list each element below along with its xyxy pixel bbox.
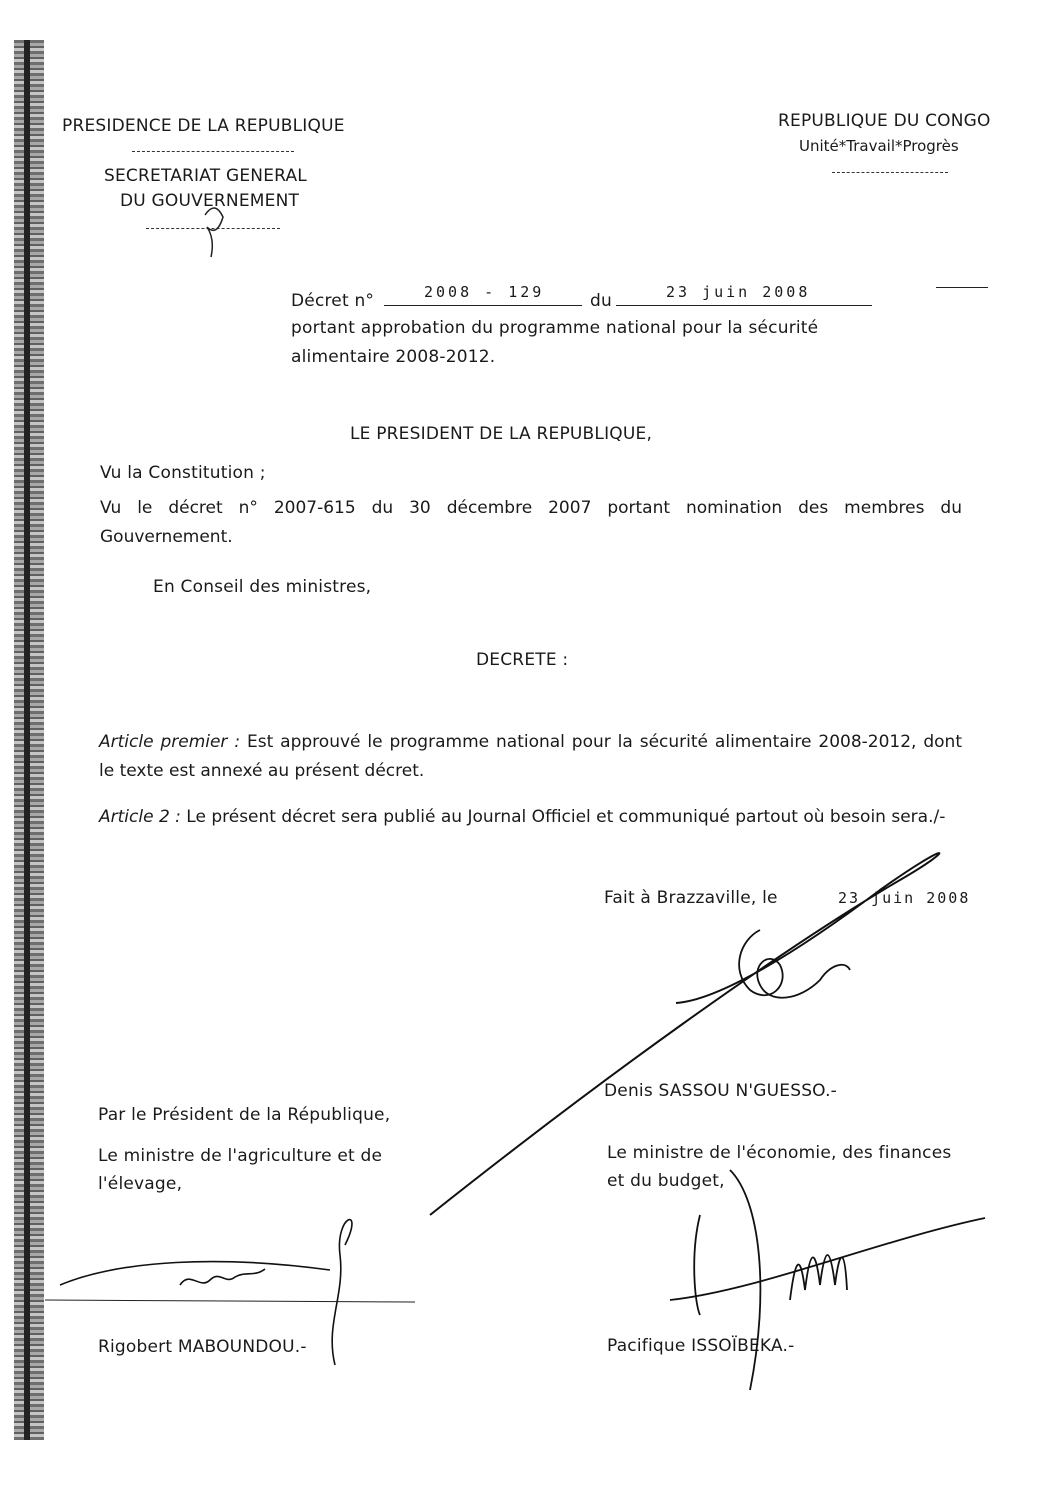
minister-right-title-2: et du budget, bbox=[607, 1171, 725, 1191]
header-motto: Unité*Travail*Progrès bbox=[799, 137, 959, 155]
decree-label: Décret n° bbox=[291, 291, 375, 311]
signing-date: 23 juin 2008 bbox=[838, 889, 971, 907]
decree-subject-2: alimentaire 2008-2012. bbox=[291, 347, 496, 367]
president-name: Denis SASSOU N'GUESSO.- bbox=[604, 1081, 838, 1101]
minister-right-name: Pacifique ISSOÏBEKA.- bbox=[607, 1336, 795, 1356]
minister-left-title-2: l'élevage, bbox=[98, 1174, 183, 1194]
decrete: DECRETE : bbox=[476, 650, 569, 670]
par-le-president: Par le Président de la République, bbox=[98, 1105, 391, 1125]
president-signature-sweep bbox=[430, 853, 939, 1215]
vu-constitution: Vu la Constitution ; bbox=[100, 463, 266, 483]
minister-right-title-1: Le ministre de l'économie, des finances bbox=[607, 1143, 952, 1163]
article-2-text: Le présent décret sera publié au Journal Officiel et communiqué partout où besoin sera./- bbox=[180, 807, 946, 827]
minister-left-name: Rigobert MABOUNDOU.- bbox=[98, 1337, 307, 1357]
article-2-label: Article 2 : bbox=[99, 807, 181, 827]
president-heading: LE PRESIDENT DE LA REPUBLIQUE, bbox=[350, 424, 653, 444]
right-minister-signature bbox=[670, 1170, 985, 1390]
header-republique: REPUBLIQUE DU CONGO bbox=[778, 111, 991, 131]
decree-number: 2008 - 129 bbox=[424, 283, 545, 301]
header-gouvernement: DU GOUVERNEMENT bbox=[120, 191, 300, 211]
left-minister-signature-line bbox=[45, 1300, 415, 1302]
decree-subject-1: portant approbation du programme national pour la sécurité bbox=[291, 318, 819, 338]
signing-place: Fait à Brazzaville, le bbox=[604, 888, 778, 908]
left-minister-signature bbox=[60, 1220, 352, 1365]
decree-du: du bbox=[590, 291, 612, 311]
article-premier-label: Article premier : bbox=[99, 732, 241, 752]
header-initials-mark bbox=[205, 208, 223, 257]
decree-date: 23 juin 2008 bbox=[666, 283, 811, 301]
header-secretariat: SECRETARIAT GENERAL bbox=[104, 166, 307, 186]
header-presidence: PRESIDENCE DE LA REPUBLIQUE bbox=[62, 116, 345, 136]
vu-decret: Vu le décret n° 2007-615 du 30 décembre 2007 portant nomination des membres du Gouvernement. bbox=[100, 498, 962, 547]
president-signature-body bbox=[739, 930, 850, 998]
minister-left-title-1: Le ministre de l'agriculture et de bbox=[98, 1146, 383, 1166]
article-premier-text: Est approuvé le programme national pour la sécurité alimentaire 2008-2012, dont le texte est annexé au présent décret. bbox=[99, 732, 962, 781]
conseil-ministres: En Conseil des ministres, bbox=[153, 577, 372, 597]
